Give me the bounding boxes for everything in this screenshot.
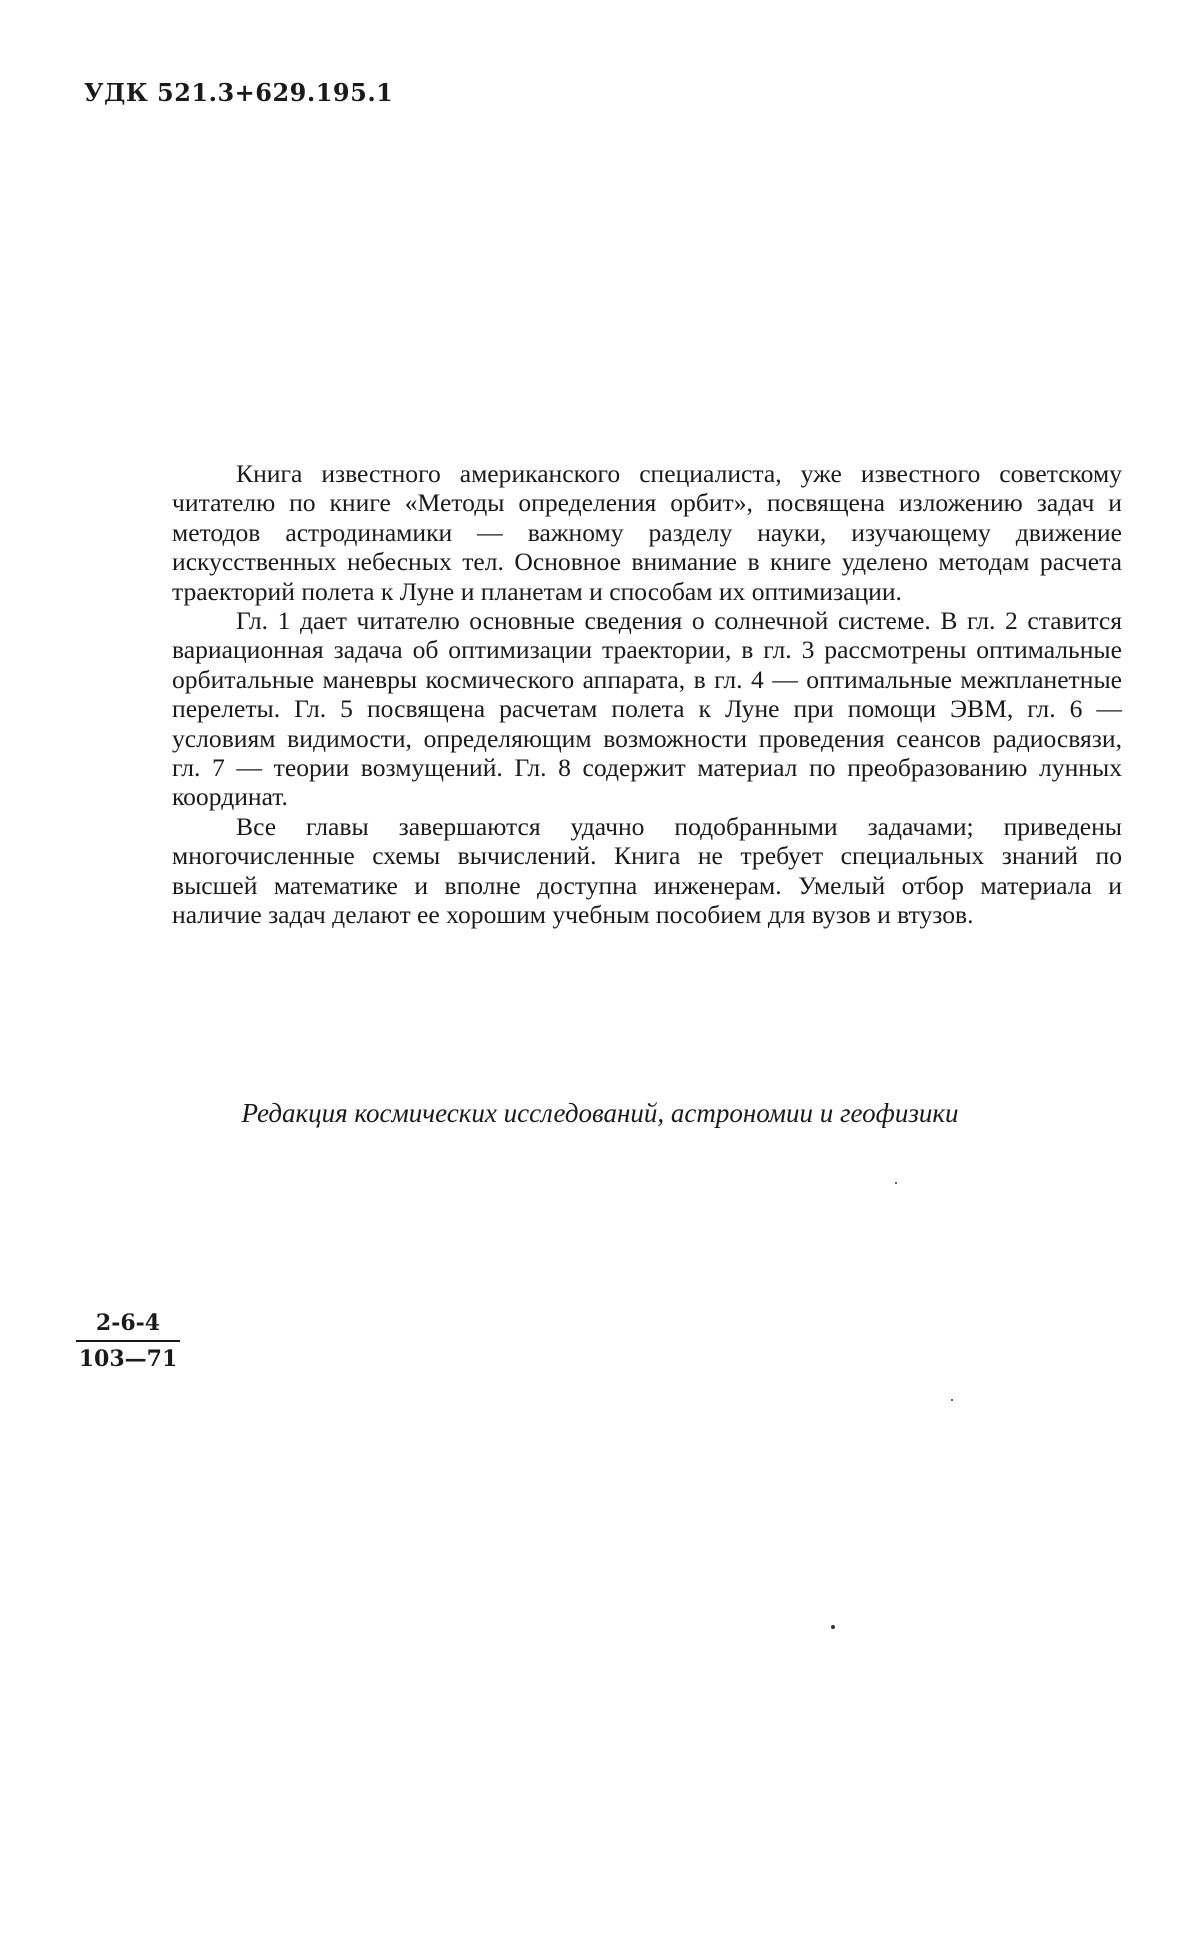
catalog-code [76,1310,180,1372]
annotation-paragraph: Книга известного американского специалиста, уже известного советскому читателю по книге «Методы определения орбит», посвящена изложению задач и методов астродинамики — важному разделу науки, изучающему движение искусственных небесных тел. Основное внимание в книге уделено методам расчета траекторий полета к Луне и планетам и способам их оптимизации. [172,459,1122,606]
scan-speck [895,1182,897,1184]
udk-classification: УДК 521.3+629.195.1 [84,78,394,107]
scan-speck [951,1399,953,1401]
scan-speck [831,1625,835,1629]
annotation-paragraph: Все главы завершаются удачно подобранными задачами; приведены многочисленные схемы вычислений. Книга не требует специальных знаний по высшей математике и вполне доступна инженерам. Умелый отбор материала и наличие задач делают ее хорошим учебным пособием для вузов и втузов. [172,811,1122,930]
annotation-text [172,459,1122,930]
editorial-office: Редакция космических исследований, астрономии и геофизики [241,1098,959,1128]
catalog-code-denominator: 103—71 [78,1346,178,1372]
catalog-code-numerator: 2-6-4 [76,1310,180,1342]
annotation-paragraph: Гл. 1 дает читателю основные сведения о солнечной системе. В гл. 2 ставится вариационная задача об оптимизации траектории, в гл. 3 рассмотрены оптимальные орбитальные маневры космического аппарата, в гл. 4 — оптимальные межпланетные перелеты. Гл. 5 посвящена расчетам полета к Луне при помощи ЭВМ, гл. 6 — условиям видимости, определяющим возможности проведения сеансов радиосвязи, гл. 7 — теории возмущений. Гл. 8 содержит материал по преобразованию лунных координат. [172,606,1122,812]
